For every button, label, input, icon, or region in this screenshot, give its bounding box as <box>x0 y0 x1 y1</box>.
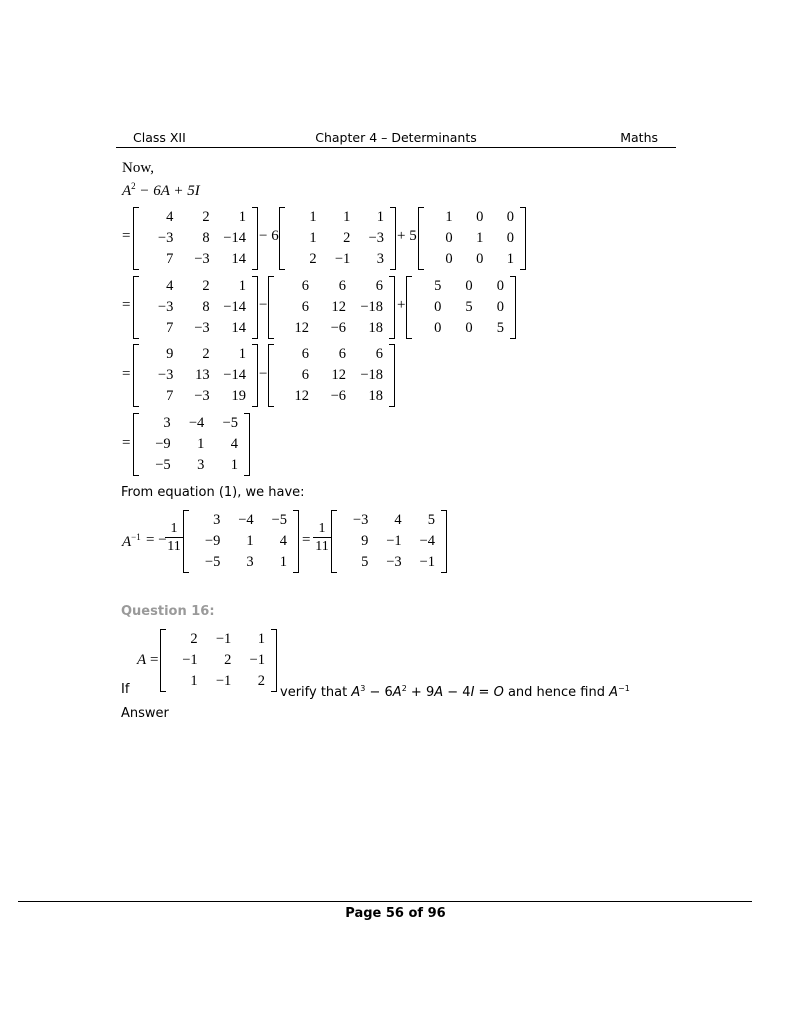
matrix-cell: 6 <box>301 367 309 383</box>
equals-sign: = <box>122 297 131 313</box>
matrix-cell: 1 <box>445 209 453 225</box>
matrix-cell: 5 <box>361 554 369 570</box>
inverse-lhs <box>122 532 141 551</box>
matrix-cell: −3 <box>352 512 369 528</box>
operator-minus: − <box>259 297 268 313</box>
matrix-cell: 5 <box>434 278 442 294</box>
matrix-cell: 3 <box>213 512 221 528</box>
matrix <box>279 207 396 270</box>
left-bracket <box>268 344 274 407</box>
left-bracket <box>133 207 139 270</box>
left-bracket <box>133 344 139 407</box>
matrix-cell: −5 <box>155 457 171 473</box>
matrix-cell: 7 <box>166 320 174 336</box>
matrix-cell: 12 <box>331 367 346 383</box>
matrix-cell: 0 <box>506 209 514 225</box>
header-chapter: Chapter 4 – Determinants <box>315 130 477 145</box>
right-bracket <box>293 510 299 573</box>
matrix-cell: 2 <box>309 251 317 267</box>
matrix-cell: 0 <box>496 278 504 294</box>
matrix-cell: 0 <box>506 230 514 246</box>
matrix-cell: 4 <box>394 512 402 528</box>
matrix-cell: −3 <box>368 230 384 246</box>
matrix-cell: 0 <box>465 320 473 336</box>
matrix-cell: 3 <box>197 457 205 473</box>
matrix-cell: 1 <box>309 209 317 225</box>
matrix-cell: 1 <box>238 346 246 362</box>
page-number: Page 56 of 96 <box>345 906 446 921</box>
matrix-cell: 5 <box>427 512 435 528</box>
matrix-cell: 1 <box>246 533 254 549</box>
operator-plus: + <box>397 297 406 313</box>
matrix-cell: −5 <box>271 512 287 528</box>
matrix-cell: 4 <box>230 436 238 452</box>
matrix-cell: −1 <box>334 251 351 267</box>
fraction-bar <box>313 537 331 538</box>
matrix-cell: 2 <box>257 673 265 689</box>
matrix-cell: −3 <box>194 320 210 336</box>
matrix-cell: 2 <box>224 652 232 668</box>
fraction-numerator: 1 <box>170 521 178 536</box>
left-bracket <box>268 276 274 339</box>
matrix-cell: 6 <box>375 346 383 362</box>
fraction-denominator: 11 <box>315 539 329 554</box>
matrix-cell: −1 <box>249 652 265 668</box>
matrix-cell: 9 <box>361 533 369 549</box>
page-header <box>116 129 676 148</box>
matrix-cell: −5 <box>222 415 238 431</box>
matrix-cell: 13 <box>195 367 210 383</box>
matrix-cell: 1 <box>309 230 317 246</box>
right-bracket <box>271 629 277 692</box>
fraction-denominator: 11 <box>167 539 181 554</box>
matrix-cell: −14 <box>223 367 246 383</box>
now-label: Now, <box>122 160 154 176</box>
var-o: O <box>493 685 504 701</box>
matrix-cell: 2 <box>202 346 210 362</box>
equals-sign: = <box>122 435 131 451</box>
matrix-cell: 0 <box>496 299 504 315</box>
right-bracket <box>244 413 250 476</box>
matrix-cell: 2 <box>202 209 210 225</box>
matrix <box>133 344 258 407</box>
matrix-cell: −3 <box>157 299 174 315</box>
matrix <box>418 207 526 270</box>
exponent: −1 <box>618 684 630 693</box>
matrix <box>183 510 299 573</box>
matrix-cell: 1 <box>238 209 246 225</box>
term-text: + 9 <box>406 685 435 701</box>
right-bracket <box>252 207 258 270</box>
matrix <box>268 344 395 407</box>
matrix <box>331 510 447 573</box>
equals-minus-sign: = − <box>146 532 167 548</box>
matrix <box>160 629 277 692</box>
verify-text: verify that <box>280 685 352 701</box>
matrix-cell: −3 <box>157 230 174 246</box>
footer-rule <box>18 901 752 902</box>
matrix-cell: 12 <box>331 299 346 315</box>
matrix-cell: 6 <box>338 346 346 362</box>
matrix-cell: 6 <box>375 278 383 294</box>
matrix-cell: 6 <box>338 278 346 294</box>
right-bracket <box>520 207 526 270</box>
matrix-cell: 6 <box>301 346 309 362</box>
matrix-cell: 0 <box>476 251 484 267</box>
matrix-cell: 1 <box>476 230 484 246</box>
matrix-cell: 5 <box>496 320 504 336</box>
matrix-cell: 1 <box>230 457 238 473</box>
matrix-cell: −18 <box>360 299 383 315</box>
header-subject: Maths <box>620 130 658 145</box>
matrix-cell: −6 <box>330 320 346 336</box>
matrix-cell: 1 <box>376 209 384 225</box>
matrix-cell: 9 <box>166 346 174 362</box>
fraction-bar <box>165 537 183 538</box>
operator-minus: − <box>259 366 268 382</box>
term-text: − 6 <box>365 685 393 701</box>
operator-plus-five: + 5 <box>397 228 417 244</box>
term-text: = <box>474 685 494 701</box>
matrix-cell: −3 <box>194 388 210 404</box>
expr-a: A <box>122 183 132 199</box>
matrix-cell: 1 <box>506 251 514 267</box>
question-title: Question 16: <box>121 604 215 619</box>
matrix-cell: 8 <box>202 230 210 246</box>
matrix-cell: 18 <box>368 320 383 336</box>
left-bracket <box>133 276 139 339</box>
if-label: If <box>121 682 130 697</box>
matrix-cell: 2 <box>190 631 198 647</box>
right-bracket <box>510 276 516 339</box>
matrix-cell: 1 <box>257 631 265 647</box>
expr-exponent: 2 <box>131 181 136 191</box>
matrix-cell: 7 <box>166 388 174 404</box>
right-bracket <box>389 276 395 339</box>
matrix-cell: 2 <box>202 278 210 294</box>
inverse-lhs-base: A <box>122 534 132 550</box>
var-a: A <box>392 685 402 701</box>
left-bracket <box>183 510 189 573</box>
matrix-cell: −9 <box>155 436 171 452</box>
matrix-cell: 1 <box>197 436 205 452</box>
matrix-cell: 0 <box>465 278 473 294</box>
from-equation-text: From equation (1), we have: <box>121 485 305 500</box>
matrix <box>133 413 250 476</box>
matrix-cell: −6 <box>330 388 346 404</box>
matrix-cell: 18 <box>368 388 383 404</box>
exponent: 2 <box>401 684 407 693</box>
left-bracket <box>418 207 424 270</box>
matrix-cell: 12 <box>294 320 309 336</box>
var-i: I <box>470 685 475 701</box>
matrix-cell: 0 <box>476 209 484 225</box>
expr-rest: − 6A + 5I <box>135 183 200 199</box>
right-bracket <box>252 276 258 339</box>
matrix-cell: −14 <box>223 230 246 246</box>
matrix-cell: 0 <box>445 251 453 267</box>
fraction-one-eleventh <box>313 521 331 554</box>
var-a: A <box>609 685 619 701</box>
matrix-cell: 1 <box>279 554 287 570</box>
left-bracket <box>133 413 139 476</box>
expression-label <box>122 181 200 200</box>
right-bracket <box>389 344 395 407</box>
matrix-cell: −3 <box>157 367 174 383</box>
term-text: − 4 <box>443 685 471 701</box>
right-bracket <box>252 344 258 407</box>
matrix-cell: 3 <box>163 415 171 431</box>
matrix-cell: −1 <box>386 533 402 549</box>
fraction-one-eleventh <box>165 521 183 554</box>
right-bracket <box>441 510 447 573</box>
matrix-cell: 5 <box>465 299 473 315</box>
matrix <box>133 276 258 339</box>
matrix-cell: −4 <box>419 533 435 549</box>
matrix <box>268 276 395 339</box>
var-a: A <box>434 685 444 701</box>
matrix-cell: 1 <box>190 673 198 689</box>
matrix-cell: −1 <box>182 652 198 668</box>
matrix-cell: 12 <box>294 388 309 404</box>
matrix-cell: 2 <box>343 230 351 246</box>
matrix-cell: 7 <box>166 251 174 267</box>
matrix-cell: 4 <box>279 533 287 549</box>
answer-label: Answer <box>121 706 169 721</box>
equals-sign: = <box>122 366 131 382</box>
matrix-cell: 6 <box>301 299 309 315</box>
equals-sign: = <box>302 532 311 548</box>
fraction-numerator: 1 <box>318 521 326 536</box>
matrix-cell: 8 <box>202 299 210 315</box>
matrix-cell: 6 <box>301 278 309 294</box>
matrix-cell: 14 <box>231 320 246 336</box>
matrix-cell: −1 <box>215 631 232 647</box>
equals-sign: = <box>150 652 159 668</box>
matrix-cell: −3 <box>386 554 402 570</box>
equals-sign: = <box>122 228 131 244</box>
matrix-cell: −18 <box>360 367 383 383</box>
matrix-cell: −9 <box>204 533 221 549</box>
left-bracket <box>160 629 166 692</box>
matrix-cell: 3 <box>376 251 384 267</box>
matrix-cell: 0 <box>434 299 442 315</box>
verify-statement <box>280 684 630 700</box>
exponent: 3 <box>360 684 366 693</box>
matrix <box>406 276 516 339</box>
inverse-lhs-exponent: −1 <box>131 532 141 542</box>
matrix-cell: 0 <box>445 230 453 246</box>
matrix-cell: 3 <box>246 554 254 570</box>
matrix-cell: 1 <box>238 278 246 294</box>
right-bracket <box>390 207 396 270</box>
matrix <box>133 207 258 270</box>
matrix-cell: −3 <box>194 251 210 267</box>
matrix-cell: 0 <box>434 320 442 336</box>
matrix-cell: −1 <box>215 673 232 689</box>
var-a: A <box>351 685 361 701</box>
matrix-a-label: A <box>137 652 147 668</box>
operator-minus-six: − 6 <box>259 228 279 244</box>
matrix-cell: −5 <box>204 554 221 570</box>
matrix-cell: −1 <box>419 554 435 570</box>
term-text: and hence find <box>503 685 610 701</box>
matrix-cell: 1 <box>343 209 351 225</box>
matrix-cell: −4 <box>188 415 205 431</box>
left-bracket <box>406 276 412 339</box>
matrix-cell: 4 <box>166 278 174 294</box>
matrix-cell: −14 <box>223 299 246 315</box>
matrix-cell: 4 <box>166 209 174 225</box>
left-bracket <box>279 207 285 270</box>
matrix-cell: −4 <box>238 512 254 528</box>
matrix-cell: 19 <box>231 388 246 404</box>
matrix-cell: 14 <box>231 251 246 267</box>
header-class: Class XII <box>133 130 186 145</box>
left-bracket <box>331 510 337 573</box>
